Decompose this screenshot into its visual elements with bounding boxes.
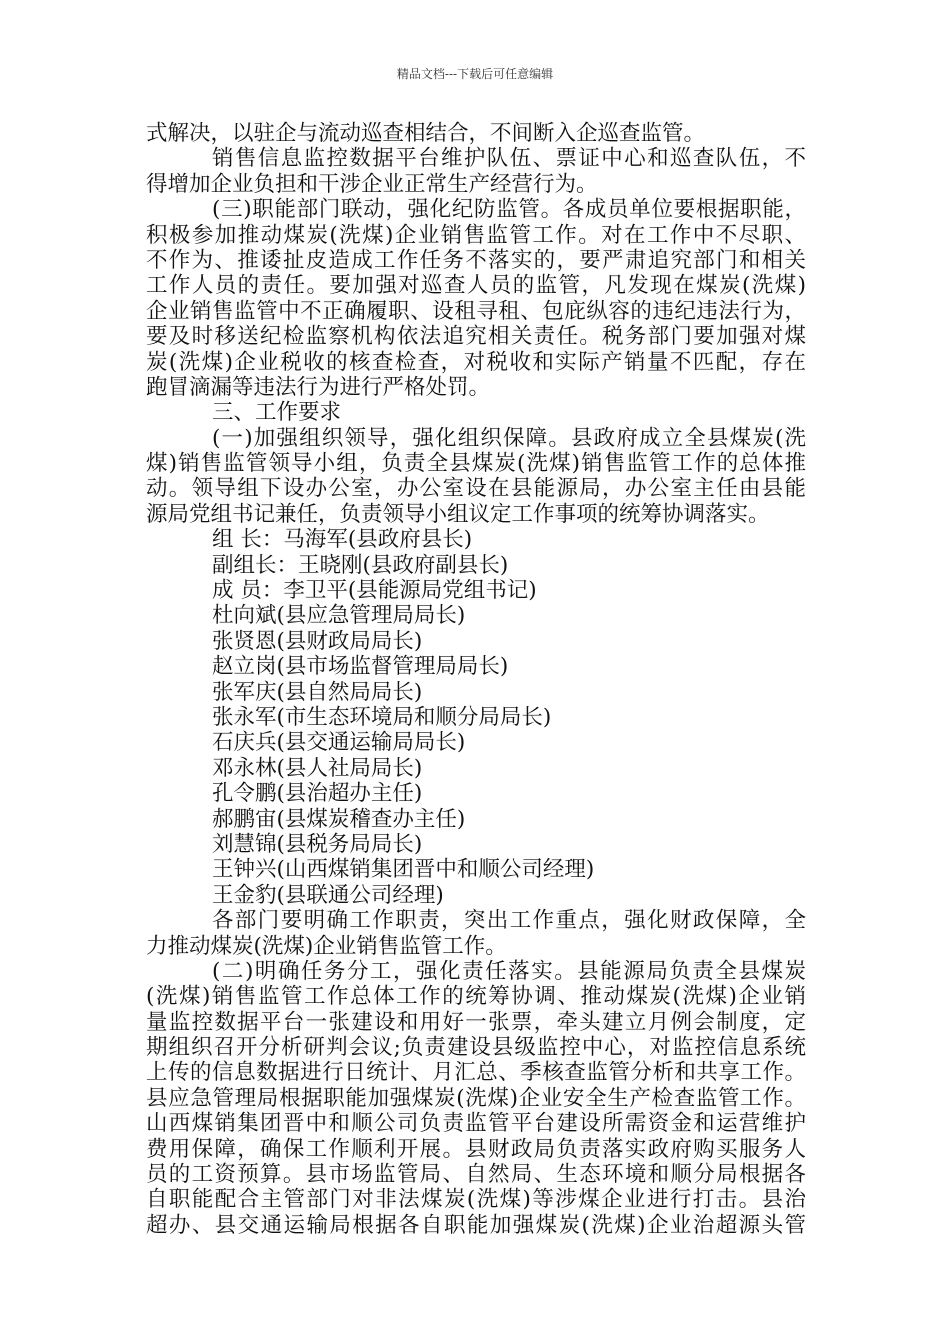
text-line: 三、工作要求 <box>212 400 342 426</box>
text-line: 赵立岗(县市场监督管理局局长) <box>212 654 509 680</box>
text-line: 各部门要明确工作职责，突出工作重点，强化财政保障，全 <box>212 908 806 934</box>
text-line: 郝鹏宙(县煤炭稽查办主任) <box>212 806 466 832</box>
text-line: 山西煤销集团晋中和顺公司负责监管平台建设所需资金和运营维护 <box>146 1111 806 1137</box>
text-line: 张军庆(县自然局局长) <box>212 679 423 705</box>
text-line: (二)明确任务分工，强化责任落实。县能源局负责全县煤炭 <box>212 958 806 984</box>
text-line: 企业销售监管中不正确履职、设租寻租、包庇纵容的违纪违法行为， <box>146 298 806 324</box>
page-header: 精品文档---下载后可任意编辑 <box>396 67 554 81</box>
text-line: 员的工资预算。县市场监管局、自然局、生态环境和顺分局根据各 <box>146 1162 806 1188</box>
text-line: 工作人员的责任。要加强对巡查人员的监管，凡发现在煤炭(洗煤) <box>146 273 806 299</box>
text-line: (洗煤)销售监管工作总体工作的统筹协调、推动煤炭(洗煤)企业销 <box>146 984 806 1010</box>
text-line: 动。领导组下设办公室，办公室设在县能源局，办公室主任由县能 <box>146 476 806 502</box>
text-line: 煤)销售监管领导小组，负责全县煤炭(洗煤)销售监管工作的总体推 <box>146 451 806 477</box>
text-line: 超办、县交通运输局根据各自职能加强煤炭(洗煤)企业治超源头管 <box>146 1212 806 1238</box>
text-line: 王金豹(县联通公司经理) <box>212 882 444 908</box>
text-line: 不作为、推诿扯皮造成工作任务不落实的，要严肃追究部门和相关 <box>146 247 806 273</box>
text-line: 王钟兴(山西煤销集团晋中和顺公司经理) <box>212 857 595 883</box>
text-line: 成 员：李卫平(县能源局党组书记) <box>212 578 537 604</box>
text-line: 上传的信息数据进行日统计、月汇总、季核查监管分析和共享工作。 <box>146 1060 806 1086</box>
text-line: 期组织召开分析研判会议;负责建设县级监控中心，对监控信息系统 <box>146 1035 806 1061</box>
text-line: 炭(洗煤)企业税收的核查检查，对税收和实际产销量不匹配，存在 <box>146 349 806 375</box>
text-line: 力推动煤炭(洗煤)企业销售监管工作。 <box>146 933 507 959</box>
text-line: 销售信息监控数据平台维护队伍、票证中心和巡查队伍，不 <box>212 146 806 172</box>
text-line: 量监控数据平台一张建设和用好一张票，牵头建立月例会制度，定 <box>146 1009 806 1035</box>
text-line: 费用保障，确保工作顺利开展。县财政局负责落实政府购买服务人 <box>146 1136 806 1162</box>
text-line: 张贤恩(县财政局局长) <box>212 628 423 654</box>
text-line: 石庆兵(县交通运输局局长) <box>212 730 466 756</box>
text-line: 得增加企业负担和干涉企业正常生产经营行为。 <box>146 171 598 197</box>
document-body <box>146 121 806 1238</box>
text-line: (三)职能部门联动，强化纪防监管。各成员单位要根据职能， <box>212 197 806 223</box>
text-line: 自职能配合主管部门对非法煤炭(洗煤)等涉煤企业进行打击。县治 <box>146 1187 806 1213</box>
text-line: 要及时移送纪检监察机构依法追究相关责任。税务部门要加强对煤 <box>146 324 806 350</box>
text-line: 杜向斌(县应急管理局局长) <box>212 603 466 629</box>
text-line: 刘慧锦(县税务局局长) <box>212 831 423 857</box>
text-line: 县应急管理局根据职能加强煤炭(洗煤)企业安全生产检查监管工作。 <box>146 1085 806 1111</box>
text-line: 邓永林(县人社局局长) <box>212 755 423 781</box>
text-line: 积极参加推动煤炭(洗煤)企业销售监管工作。对在工作中不尽职、 <box>146 222 806 248</box>
text-line: 副组长：王晓刚(县政府副县长) <box>212 552 509 578</box>
text-line: 组 长：马海军(县政府县长) <box>212 527 473 553</box>
text-line: 跑冒滴漏等违法行为进行严格处罚。 <box>146 374 491 400</box>
text-line: 源局党组书记兼任，负责领导小组议定工作事项的统筹协调落实。 <box>146 501 770 527</box>
text-line: (一)加强组织领导，强化组织保障。县政府成立全县煤炭(洗 <box>212 425 806 451</box>
text-line: 孔令鹏(县治超办主任) <box>212 781 423 807</box>
text-line: 式解决，以驻企与流动巡查相结合，不间断入企巡查监管。 <box>146 121 706 146</box>
text-line: 张永军(市生态环境局和顺分局局长) <box>212 704 552 730</box>
